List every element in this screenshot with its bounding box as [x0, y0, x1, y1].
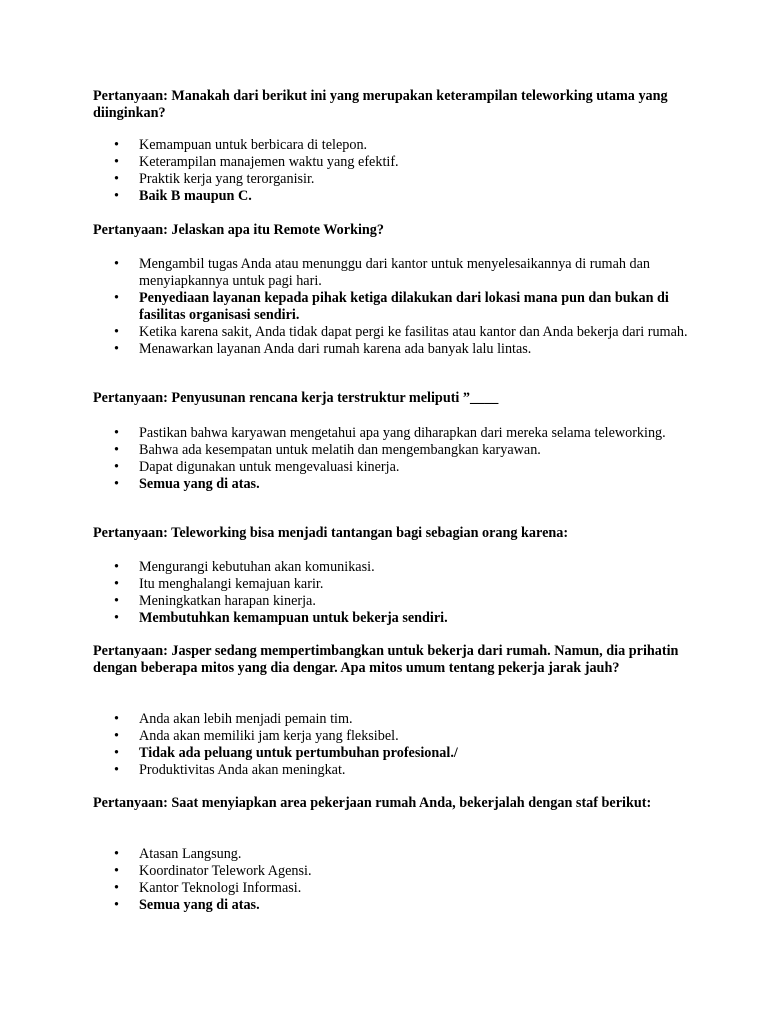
answer-item: • Dapat digunakan untuk mengevaluasi kinerja. — [93, 459, 693, 476]
answer-item: • Kantor Teknologi Informasi. — [93, 880, 693, 897]
answer-list — [93, 846, 693, 914]
answer-item-correct: • Baik B maupun C. — [93, 188, 693, 205]
question-text: Pertanyaan: Teleworking bisa menjadi tantangan bagi sebagian orang karena: — [93, 525, 569, 541]
answer-list — [93, 711, 693, 779]
answer-item: • Bahwa ada kesempatan untuk melatih dan mengembangkan karyawan. — [93, 442, 693, 459]
question-text: Pertanyaan: Manakah dari berikut ini yang merupakan keterampilan teleworking utama yang diinginkan? — [93, 88, 668, 121]
answer-item: • Produktivitas Anda akan meningkat. — [93, 762, 693, 779]
answer-item: • Itu menghalangi kemajuan karir. — [93, 576, 693, 593]
answer-list — [93, 137, 693, 205]
answer-item: • Meningkatkan harapan kinerja. — [93, 593, 693, 610]
answer-item: • Keterampilan manajemen waktu yang efektif. — [93, 154, 693, 171]
answer-list — [93, 256, 693, 358]
answer-item: • Pastikan bahwa karyawan mengetahui apa yang diharapkan dari mereka selama teleworking. — [93, 425, 693, 442]
answer-item: • Anda akan memiliki jam kerja yang fleksibel. — [93, 728, 693, 745]
question-block — [93, 795, 693, 913]
answer-item: • Anda akan lebih menjadi pemain tim. — [93, 711, 693, 728]
answer-list — [93, 559, 693, 627]
answer-item: • Koordinator Telework Agensi. — [93, 863, 693, 880]
question-block — [93, 88, 693, 204]
answer-item: • Mengurangi kebutuhan akan komunikasi. — [93, 559, 693, 576]
answer-item-correct: • Penyediaan layanan kepada pihak ketiga dilakukan dari lokasi mana pun dan bukan di fasilitas organisasi sendiri. — [93, 290, 693, 324]
question-block — [93, 390, 693, 492]
answer-item: • Kemampuan untuk berbicara di telepon. — [93, 137, 693, 154]
answer-item-correct: • Tidak ada peluang untuk pertumbuhan profesional./ — [93, 745, 693, 762]
question-text: Pertanyaan: Saat menyiapkan area pekerjaan rumah Anda, bekerjalah dengan staf berikut: — [93, 795, 652, 811]
answer-list — [93, 425, 693, 493]
question-block — [93, 643, 693, 778]
question-text: Pertanyaan: Penyusunan rencana kerja terstruktur meliputi ”____ — [93, 390, 499, 406]
answer-item: • Atasan Langsung. — [93, 846, 693, 863]
question-block — [93, 525, 693, 626]
answer-item: • Mengambil tugas Anda atau menunggu dari kantor untuk menyelesaikannya di rumah dan menyiapkannya untuk pagi hari. — [93, 256, 693, 290]
answer-item-correct: • Semua yang di atas. — [93, 476, 693, 493]
answer-item-correct: • Semua yang di atas. — [93, 897, 693, 914]
question-text: Pertanyaan: Jelaskan apa itu Remote Working? — [93, 222, 384, 238]
answer-item: • Menawarkan layanan Anda dari rumah karena ada banyak lalu lintas. — [93, 341, 693, 358]
question-block — [93, 222, 693, 357]
answer-item: • Praktik kerja yang terorganisir. — [93, 171, 693, 188]
question-text: Pertanyaan: Jasper sedang mempertimbangkan untuk bekerja dari rumah. Namun, dia prihatin dengan beberapa mitos yang dia dengar. Apa mitos umum tentang pekerja jarak jauh? — [93, 643, 679, 676]
answer-item: • Ketika karena sakit, Anda tidak dapat pergi ke fasilitas atau kantor dan Anda bekerja dari rumah. — [93, 324, 693, 341]
answer-item-correct: • Membutuhkan kemampuan untuk bekerja sendiri. — [93, 610, 693, 627]
